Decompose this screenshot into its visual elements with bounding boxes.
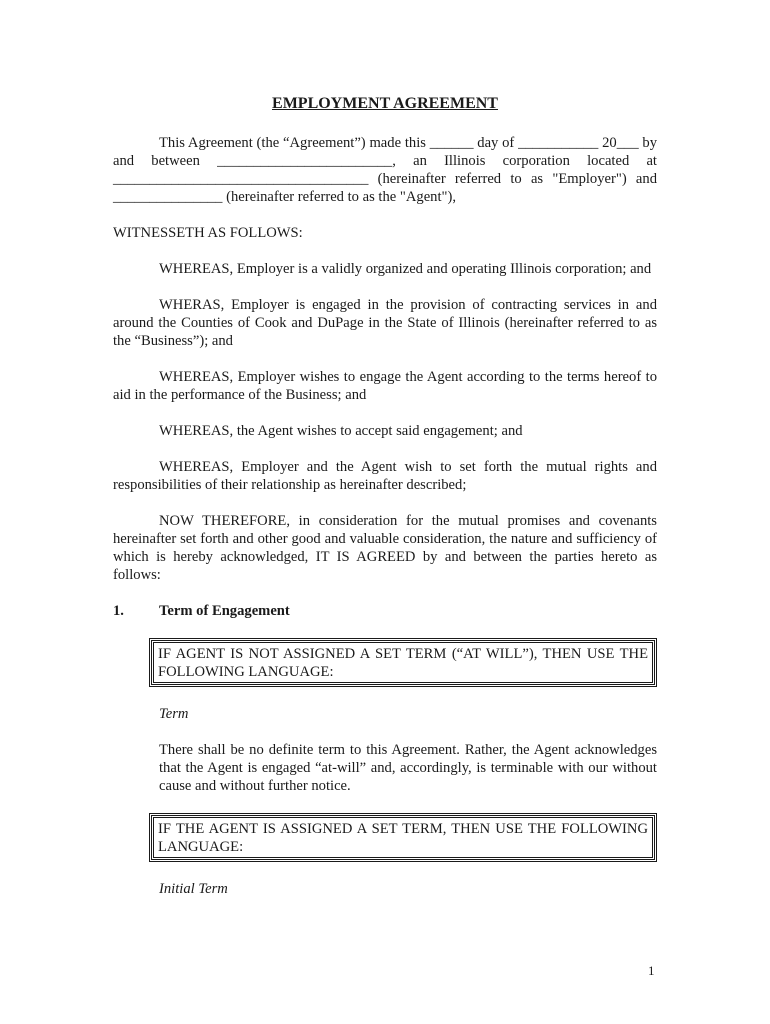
- instruction-box-text: IF AGENT IS NOT ASSIGNED A SET TERM (“AT WILL”), THEN USE THE FOLLOWING LANGUAGE:: [158, 646, 648, 680]
- witnesseth-line: WITNESSETH AS FOLLOWS:: [113, 225, 303, 241]
- instruction-box-at-will: [149, 638, 657, 687]
- section-heading: [113, 602, 657, 620]
- initial-term-subheading: Initial Term: [159, 881, 228, 897]
- document-title: EMPLOYMENT AGREEMENT: [272, 95, 498, 112]
- section-title: Term of Engagement: [159, 603, 290, 619]
- instruction-box-text: IF THE AGENT IS ASSIGNED A SET TERM, THEN USE THE FOLLOWING LANGUAGE:: [158, 821, 648, 855]
- recital-paragraph: WHEREAS, Employer wishes to engage the Agent according to the terms hereof to aid in the performance of the Business; and: [113, 369, 657, 403]
- recital-paragraph: WHEREAS, Employer and the Agent wish to set forth the mutual rights and responsibilities of their relationship as hereinafter described;: [113, 459, 657, 493]
- page-number: 1: [648, 963, 655, 978]
- document-page: [113, 94, 657, 916]
- recital-paragraph: WHERAS, Employer is engaged in the provision of contracting services in and around the Counties of Cook and DuPage in the State of Illinois (hereinafter referred to as the “Business”); and: [113, 297, 657, 349]
- recital-paragraph: WHEREAS, the Agent wishes to accept said engagement; and: [159, 423, 523, 439]
- section-number: 1.: [113, 603, 124, 619]
- now-therefore-paragraph: NOW THEREFORE, in consideration for the mutual promises and covenants hereinafter set forth and other good and valuable consideration, the nature and sufficiency of which is hereby acknowledged, IT IS AGREED by and between the parties hereto as follows:: [113, 513, 657, 583]
- term-subheading: Term: [159, 706, 189, 722]
- intro-paragraph: This Agreement (the “Agreement”) made this ______ day of ___________ 20___ by and between ________________________, an Illinois corporation located at ___________________________________ (hereinafter referred to as "Employer") and _______________ (hereinafter referred to as the "Agent"),: [113, 135, 657, 205]
- recital-paragraph: WHEREAS, Employer is a validly organized and operating Illinois corporation; and: [159, 261, 652, 277]
- instruction-box-set-term: [149, 813, 657, 862]
- term-paragraph: There shall be no definite term to this Agreement. Rather, the Agent acknowledges that the Agent is engaged “at-will” and, accordingly, is terminable with our without cause and without further notice.: [159, 742, 657, 794]
